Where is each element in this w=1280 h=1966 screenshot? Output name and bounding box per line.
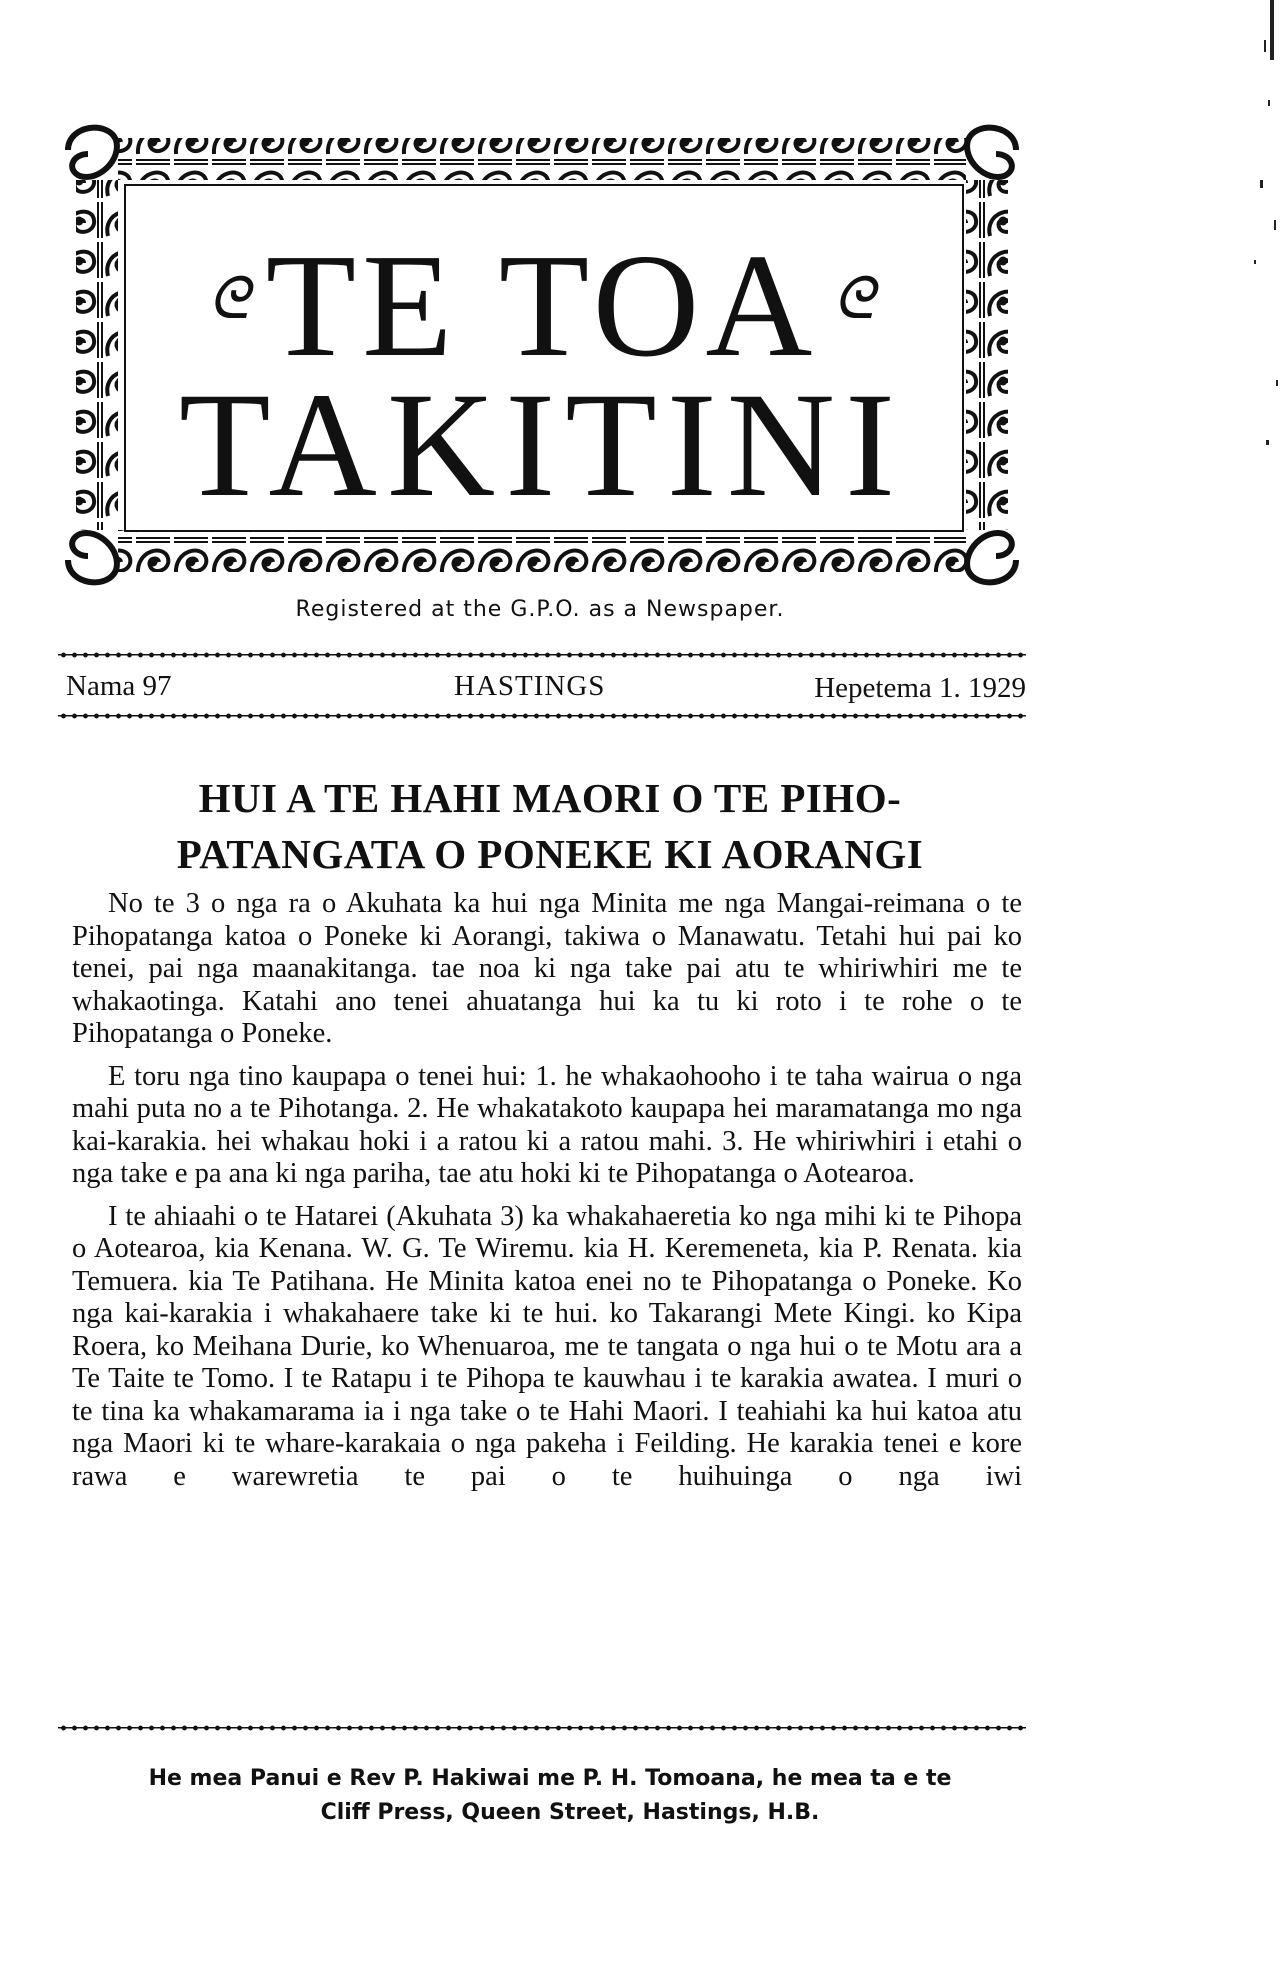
article-headline [130, 770, 970, 882]
publication-place: HASTINGS [454, 670, 606, 702]
beaded-rule [58, 1724, 1026, 1732]
article-paragraph: E toru nga tino kaupapa o tenei hui: 1. he whakaohooho i te taha wairua o nga mahi puta no a te Pihotanga. 2. He whakatakoto kaupapa hei maramatanga mo nga kai-karakia. hei whakau hoki i a ratou ki a ratou mahi. 3. He whiriwhiri i etahi o nga take e pa ana ki nga pariha, tae atu hoki ki te Pihopatanga o Aotearoa. [72, 1060, 1022, 1189]
masthead-title-line1: TE TOA [265, 224, 819, 388]
scan-edge-marks [1240, 0, 1280, 520]
headline-line2: PATANGATA O PONEKE KI AORANGI [176, 831, 924, 877]
swirl-icon: ᘓ [833, 266, 874, 331]
registration-notice: Registered at the G.P.O. as a Newspaper. [295, 597, 785, 622]
beaded-rule [58, 712, 1026, 720]
headline-line1: HUI A TE HAHI MAORI O TE PIHO- [198, 775, 902, 821]
imprint-line1: He mea Panui e Rev P. Hakiwai me P. H. Tomoana, he mea ta e te [148, 1766, 952, 1791]
dateline [66, 670, 1026, 710]
article-paragraph: No te 3 o nga ra o Akuhata ka hui nga Minita me nga Mangai-reimana o te Pihopatanga katoa o Poneke ki Aorangi, takiwa o Manawatu. Tetahi hui pai ko tenei, pai nga maanakitanga. tae noa ki nga take pai atu te whiriwhiri me te whakaotinga. Katahi ano tenei ahuatanga hui ka tu ki roto i te rohe o te Pihopatanga o Poneke. [72, 888, 1022, 1049]
beaded-rule [58, 651, 1026, 659]
article-paragraph: I te ahiaahi o te Hatarei (Akuhata 3) ka whakahaeretia ko nga mihi ki te Pihopa o Aotearoa, kia Kenana. W. G. Te Wiremu. kia H. Keremeneta, kia P. Renata. kia Temuera. kia Te Patihana. He Minita katoa enei no te Pihopatanga o Poneke. Ko nga kai-karakia i whakahaere take ki te hui. ko Takarangi Mete Kingi. ko Kipa Roera, ko Meihana Durie, ko Whenuaroa, me te tangata o nga hui o te Motu ara a Te Taite te Tomo. I te Ratapu i te Pihopa te kauwhau i te karakia awatea. I muri o te tina ka whakamarama ia i nga take o te Hahi Maori. I teahiahi ka hui katoa atu nga Maori ki te whare-karakaia o nga pakeha i Feilding. He karakia tenei e kore rawa e warewretia te pai o te huihuinga o nga iwi [72, 1200, 1022, 1492]
imprint-line2: Cliff Press, Queen Street, Hastings, H.B. [320, 1800, 820, 1825]
article-body [72, 888, 1022, 1503]
masthead-title-line2: TAKITINI [178, 362, 906, 528]
masthead [58, 120, 1026, 590]
swirl-icon: ᘓ [208, 266, 249, 331]
issue-date: Hepetema 1. 1929 [814, 672, 1026, 704]
printer-imprint [70, 1762, 1030, 1830]
issue-number: Nama 97 [66, 670, 172, 702]
